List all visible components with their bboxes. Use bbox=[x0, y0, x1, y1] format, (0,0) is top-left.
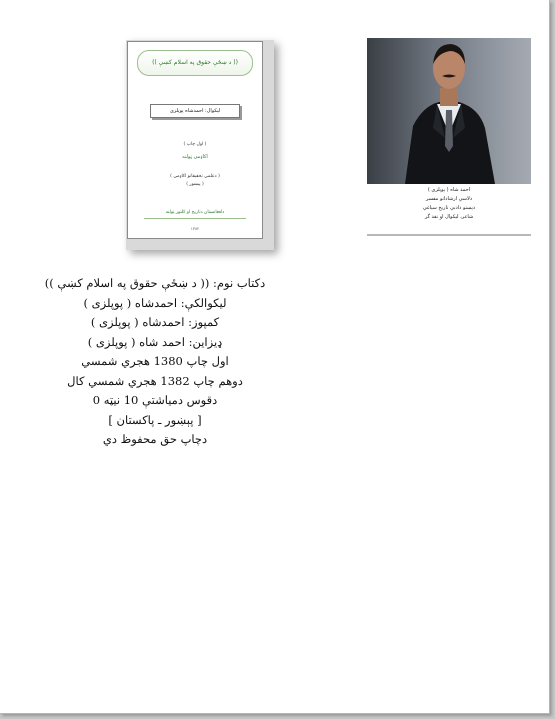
cover-city: ( پیښور ) bbox=[186, 182, 204, 187]
cover-edition: ( اول چاپ ) bbox=[183, 142, 207, 147]
cover-publisher: اکاډمی ټولنه bbox=[182, 154, 208, 160]
cover-subtitle: ( دعلمي تحقيقاتو اکاډمي ) bbox=[170, 174, 220, 179]
imprint-first-edition: اول چاپ 1380 هجري شمسي bbox=[81, 354, 229, 368]
book-imprint bbox=[40, 274, 270, 450]
author-caption bbox=[367, 186, 531, 222]
cover-year: ۱۳۸۲ bbox=[190, 226, 200, 231]
caption-line: شاعر، لیکوال او نقد گر bbox=[424, 214, 474, 220]
book-cover-image bbox=[127, 41, 263, 239]
caption-line: دلاسي ارشاداتو مفسر bbox=[425, 196, 473, 202]
cover-footer: دافغانستان دتاریخ او کلتور ټولنه bbox=[144, 208, 246, 219]
imprint-place: [ پېښور ـ پاکستان ] bbox=[108, 412, 202, 427]
caption-line: احمد شاه ( پوپلزی ) bbox=[427, 187, 471, 193]
imprint-copyright: دچاپ حق محفوظ دي bbox=[102, 432, 208, 446]
imprint-date: دقوس دمیاشتې 10 نیټه 0 bbox=[92, 393, 218, 407]
imprint-book-title: دکتاب نوم: (( د ښځې حقوق په اسلام کښې )) bbox=[44, 276, 266, 290]
cover-author-box: لیکوال: احمدشاه پوپلزی bbox=[150, 104, 240, 118]
imprint-second-edition: دوهم چاپ 1382 هجري شمسي کال bbox=[67, 373, 243, 388]
author-card bbox=[367, 38, 531, 236]
cover-title: (( د ښځې حقوق په اسلام کښې )) bbox=[137, 50, 253, 76]
imprint-composer: کمپوز: احمدشاه ( پوپلزی ) bbox=[90, 315, 220, 329]
imprint-author: لیکوالکې: احمدشاه ( پوپلزی ) bbox=[83, 295, 227, 310]
author-photo bbox=[367, 38, 531, 184]
imprint-designer: ډیزاین: احمد شاه ( پوپلزی ) bbox=[87, 334, 223, 349]
author-portrait-graphic bbox=[367, 38, 531, 184]
caption-line: دپښتو دادبي تاریخ سیاغي bbox=[422, 205, 476, 211]
